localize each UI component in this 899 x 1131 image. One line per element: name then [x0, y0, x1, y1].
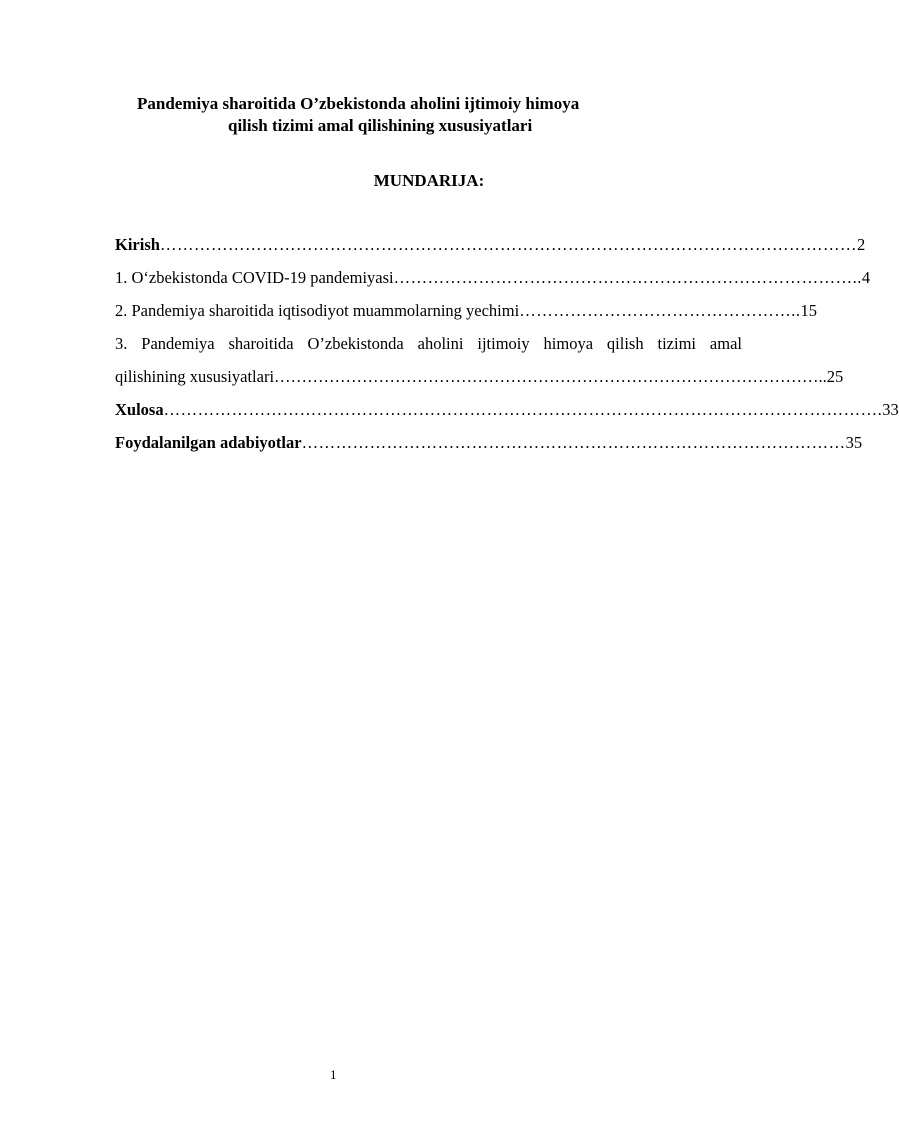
toc-page-number: 4 — [861, 268, 871, 287]
table-of-contents — [115, 233, 899, 464]
toc-entry-line-2 — [115, 365, 844, 398]
toc-entry-conclusion[interactable] — [115, 398, 899, 431]
toc-page-number: 15 — [800, 301, 817, 320]
toc-page-number: 25 — [826, 367, 844, 386]
page-number: 1 — [330, 1067, 337, 1082]
toc-entry-label: 1. O‘zbekistonda COVID-19 pandemiyasi — [115, 268, 394, 287]
toc-entry-chapter-2[interactable] — [115, 299, 817, 332]
toc-entry-label: Foydalanilgan adabiyotlar — [115, 433, 302, 452]
document-title-line-2: qilish tizimi amal qilishining xususiyatlari — [228, 116, 533, 135]
document-title-line-1: Pandemiya sharoitida O’zbekistonda aholini ijtimoiy himoya — [137, 94, 580, 113]
toc-page-number: 33 — [882, 400, 899, 419]
toc-entry-label-line-2: qilishining xususiyatlari — [115, 367, 275, 386]
toc-leader-dots: ……………………………………………………………………………………….. — [274, 367, 827, 386]
toc-entry-references[interactable] — [115, 431, 863, 464]
toc-entry-label-line-1: 3. Pandemiya sharoitida O’zbekistonda aholini ijtimoiy himoya qilish tizimi amal — [115, 334, 742, 353]
toc-leader-dots: …………………………………………………………………………………………………………… — [159, 235, 857, 254]
toc-leader-dots: ……………………………………………………………………….. — [393, 268, 862, 287]
toc-entry-chapter-3[interactable] — [115, 332, 844, 398]
contents-heading: MUNDARIJA: — [373, 171, 485, 190]
toc-entry-introduction[interactable] — [115, 233, 866, 266]
toc-entry-chapter-1[interactable] — [115, 266, 871, 299]
toc-leader-dots: ………………………………………………………………………………………………………………. — [163, 400, 883, 419]
toc-entry-label: Xulosa — [115, 400, 164, 419]
toc-leader-dots: …………………………………………………………………………………… — [301, 433, 846, 452]
toc-page-number: 2 — [856, 235, 866, 254]
toc-entry-label: Kirish — [115, 235, 160, 254]
toc-leader-dots: ………………………………………….. — [519, 301, 801, 320]
toc-entry-label: 2. Pandemiya sharoitida iqtisodiyot muammolarning yechimi — [115, 301, 520, 320]
toc-page-number: 35 — [845, 433, 863, 452]
